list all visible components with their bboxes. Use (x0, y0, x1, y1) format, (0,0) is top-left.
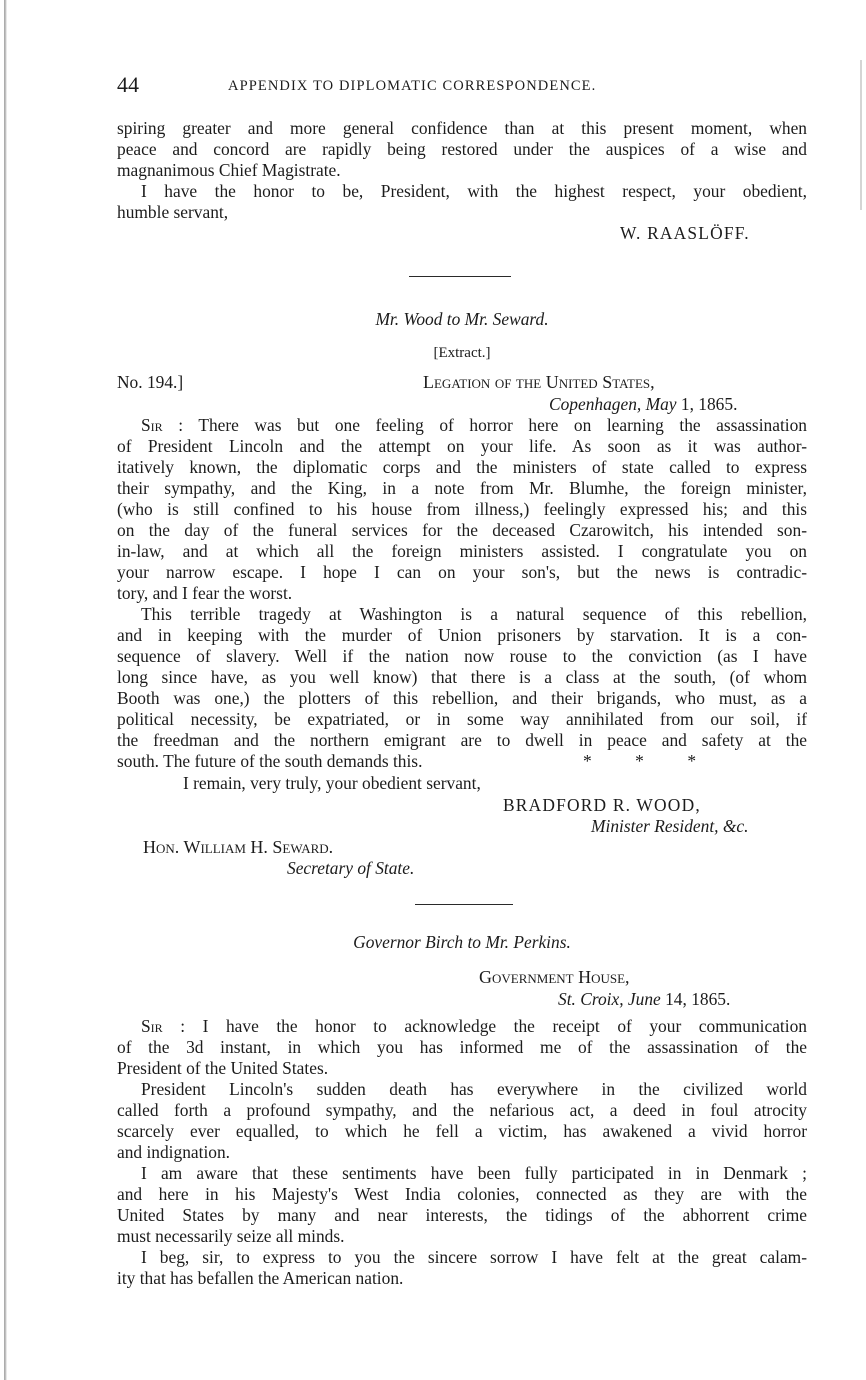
text-line: south. The future of the south demands this. (117, 751, 423, 771)
text-line: political necessity, be expatriated, or in some way annihilated from our soil, if (117, 709, 807, 729)
text-line: of the 3d instant, in which you has informed me of the assassination of the (117, 1037, 807, 1057)
dateline-place: Copenhagen, (549, 394, 642, 414)
signature-title: Minister Resident, &c. (591, 816, 749, 836)
text-line: tory, and I fear the worst. (117, 583, 293, 603)
dispatch-number: No. 194.] (117, 372, 184, 392)
signature-wood: BRADFORD R. WOOD, (503, 795, 701, 815)
dateline-st-croix (558, 989, 730, 1010)
text-line: your narrow escape. I hope I can on your son's, but the news is contradic- (117, 562, 807, 582)
extract-label: [Extract.] (433, 345, 491, 361)
text-line: humble servant, (117, 202, 229, 222)
salutation: Sir : (141, 415, 184, 435)
text-span: I have the honor to acknowledge the receipt of your communication (202, 1016, 807, 1036)
text-line: spiring greater and more general confidence than at this present moment, when (117, 118, 807, 138)
letter-title-birch-perkins: Governor Birch to Mr. Perkins. (353, 932, 571, 952)
signature-raasloff: W. RAASLÖFF. (620, 223, 750, 243)
dateline-copenhagen (549, 394, 737, 415)
section-divider (409, 276, 511, 277)
text-line (117, 1016, 807, 1037)
letter1-body (117, 415, 807, 772)
text-line: ity that has befallen the American nation. (117, 1268, 404, 1288)
text-line: and here in his Majesty's West India colonies, connected as they are with the (117, 1184, 807, 1204)
dateline-month: June (627, 989, 661, 1009)
text-line: in-law, and at which all the foreign ministers assisted. I congratulate you on (117, 541, 807, 561)
text-line: This terrible tragedy at Washington is a natural sequence of this rebellion, (141, 604, 807, 624)
text-line: sequence of slavery. Well if the nation now rouse to the conviction (as I have (117, 646, 807, 666)
text-line: (who is still confined to his house from illness,) feelingly expressed his; and this (117, 499, 807, 519)
text-line: I am aware that these sentiments have been fully participated in in Denmark ; (141, 1163, 807, 1183)
running-head: APPENDIX TO DIPLOMATIC CORRESPONDENCE. (228, 78, 597, 94)
closing-line: I remain, very truly, your obedient servant, (183, 773, 481, 793)
government-house-heading: Government House, (479, 967, 630, 987)
text-line: I beg, sir, to express to you the sincere sorrow I have felt at the great calam- (141, 1247, 807, 1267)
text-line: magnanimous Chief Magistrate. (117, 160, 341, 180)
text-line: scarcely ever equalled, to which he fell a victim, has awakened a vivid horror (117, 1121, 807, 1141)
text-line: of President Lincoln and the attempt on your life. As soon as it was author- (117, 436, 807, 456)
text-line: peace and concord are rapidly being restored under the auspices of a wise and (117, 139, 807, 159)
text-line: the freedman and the northern emigrant are to dwell in peace and safety at the (117, 730, 807, 750)
ellipsis-stars: * * * (583, 751, 697, 771)
text-line: and indignation. (117, 1142, 231, 1162)
page-number: 44 (117, 72, 139, 97)
text-line: President of the United States. (117, 1058, 329, 1078)
page-header (117, 72, 807, 102)
addressee: Hon. William H. Seward. (143, 837, 334, 857)
continuation-paragraph (117, 118, 807, 223)
text-line: their sympathy, and the King, in a note from Mr. Blumhe, the foreign minister, (117, 478, 807, 498)
text-line: must necessarily seize all minds. (117, 1226, 345, 1246)
scan-edge-right (860, 60, 862, 210)
text-span: There was but one feeling of horror here on learning the assassination (198, 415, 807, 435)
addressee-title: Secretary of State. (287, 858, 415, 878)
letter-title-wood-seward: Mr. Wood to Mr. Seward. (375, 309, 549, 329)
text-line: United States by many and near interests, the tidings of the abhorrent crime (117, 1205, 807, 1225)
dateline-day-year: 1, 1865. (680, 394, 738, 414)
dateline-place: St. Croix, (558, 989, 624, 1009)
text-line (117, 415, 807, 436)
text-line: President Lincoln's sudden death has everywhere in the civilized world (141, 1079, 807, 1099)
text-line: called forth a profound sympathy, and the nefarious act, a deed in foul atrocity (117, 1100, 807, 1120)
text-line: and in keeping with the murder of Union prisoners by starvation. It is a con- (117, 625, 807, 645)
dateline-month: May (645, 394, 677, 414)
dateline-day-year: 14, 1865. (665, 989, 731, 1009)
text-line: Booth was one,) the plotters of this rebellion, and their brigands, who must, as a (117, 688, 807, 708)
text-line: long since have, as you well know) that there is a class at the south, (of whom (117, 667, 807, 687)
salutation: Sir : (141, 1016, 186, 1036)
text-line: I have the honor to be, President, with the highest respect, your obedient, (141, 181, 807, 201)
letter2-body (117, 1016, 807, 1289)
legation-heading: Legation of the United States, (423, 372, 655, 392)
section-divider (415, 904, 513, 905)
scan-edge-left (4, 0, 7, 1380)
text-line: itatively known, the diplomatic corps and the ministers of state called to express (117, 457, 807, 477)
text-line: on the day of the funeral services for the deceased Czarowitch, his intended son- (117, 520, 807, 540)
